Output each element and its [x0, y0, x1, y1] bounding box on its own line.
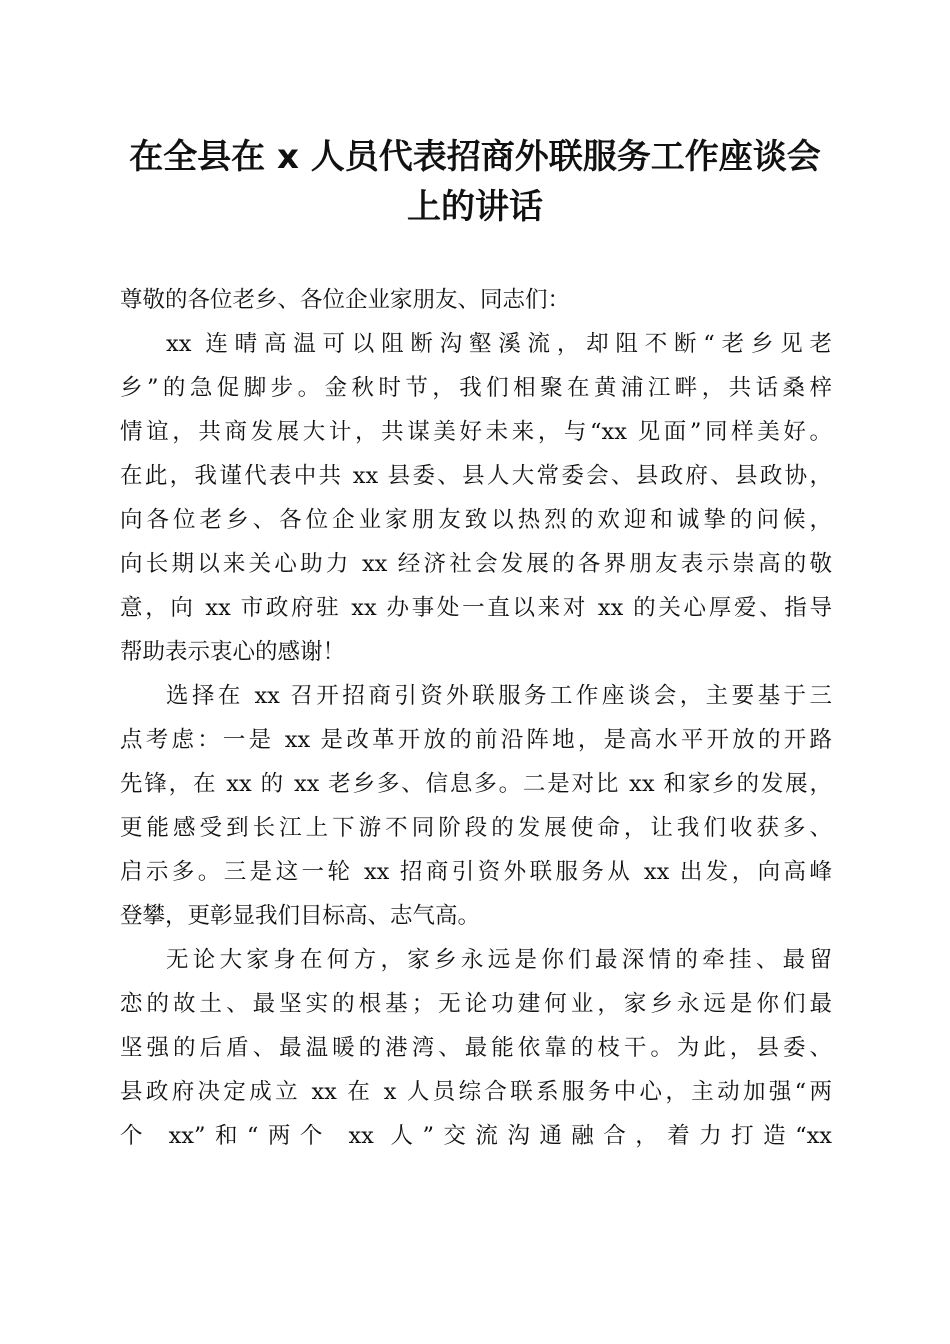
paragraph-1-line: 乡”的急促脚步。金秋时节，我们相聚在黄浦江畔，共话桑梓: [120, 375, 832, 401]
paragraph-2-line: 选择在 xx 召开招商引资外联服务工作座谈会，主要基于三: [166, 683, 832, 709]
title-line-2: 上的讲话: [407, 187, 543, 227]
paragraph-2-line: 更能感受到长江上下游不同阶段的发展使命，让我们收获多、: [120, 815, 832, 841]
paragraph-1-line: 在此，我谨代表中共 xx 县委、县人大常委会、县政府、县政协，: [120, 463, 832, 489]
document-body: [120, 278, 832, 1158]
paragraph-2-line: 点考虑：一是 xx 是改革开放的前沿阵地，是高水平开放的开路: [120, 727, 832, 753]
paragraph-1-line: 情谊，共商发展大计，共谋美好未来，与“xx 见面”同样美好。: [120, 419, 832, 445]
paragraph-2-line: 启示多。三是这一轮 xx 招商引资外联服务从 xx 出发，向高峰: [120, 859, 832, 885]
paragraph-3-line: 坚强的后盾、最温暖的港湾、最能依靠的枝干。为此，县委、: [120, 1035, 832, 1061]
paragraph-3-line: 无论大家身在何方，家乡永远是你们最深情的牵挂、最留: [166, 947, 832, 973]
paragraph-1-line: 意，向 xx 市政府驻 xx 办事处一直以来对 xx 的关心厚爱、指导: [120, 595, 832, 621]
title-line-1: 在全县在 x 人员代表招商外联服务工作座谈会: [129, 137, 821, 177]
paragraph-3-line: 恋的故土、最坚实的根基；无论功建何业，家乡永远是你们最: [120, 991, 832, 1017]
paragraph-1-line: 向长期以来关心助力 xx 经济社会发展的各界朋友表示崇高的敬: [120, 551, 832, 577]
paragraph-2-line: 先锋，在 xx 的 xx 老乡多、信息多。二是对比 xx 和家乡的发展，: [120, 771, 832, 797]
paragraph-1-line: 帮助表示衷心的感谢！: [120, 639, 346, 665]
paragraph-2-line: 登攀，更彰显我们目标高、志气高。: [120, 903, 481, 929]
paragraph-3-line: 个 xx”和“两个 xx 人”交流沟通融合，着力打造“xx: [120, 1123, 832, 1149]
paragraph-1-line: 向各位老乡、各位企业家朋友致以热烈的欢迎和诚挚的问候，: [120, 507, 832, 533]
document-title: [100, 132, 850, 232]
salutation: 尊敬的各位老乡、各位企业家朋友、同志们：: [120, 287, 571, 313]
paragraph-1-line: xx 连晴高温可以阻断沟壑溪流，却阻不断“老乡见老: [166, 331, 832, 357]
paragraph-3-line: 县政府决定成立 xx 在 x 人员综合联系服务中心，主动加强“两: [120, 1079, 832, 1105]
